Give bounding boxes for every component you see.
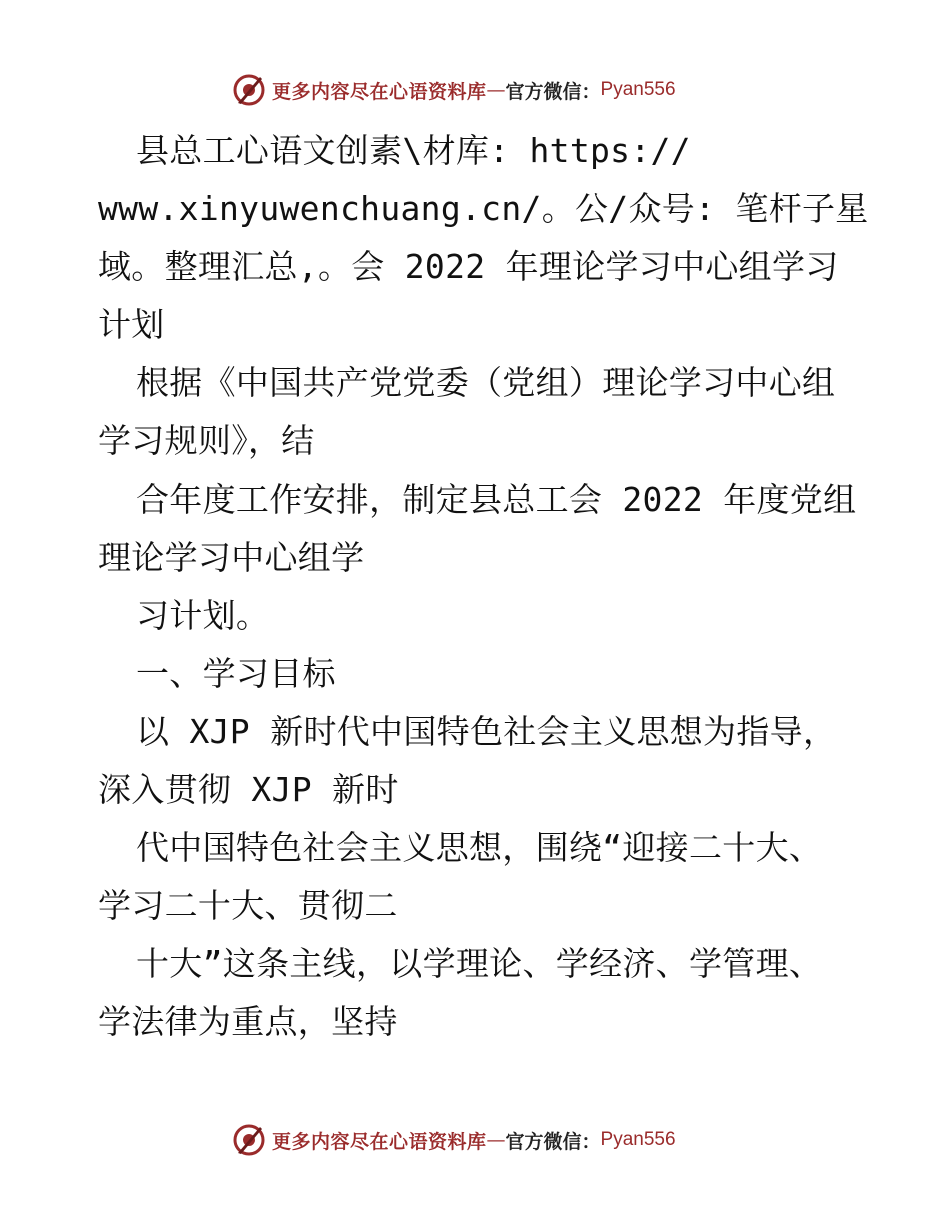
body-line: 域。整理汇总,。会 2022 年理论学习中心组学习 — [98, 247, 839, 287]
body-line: www.xinyuwenchuang.cn/。公/众号: 笔杆子星 — [98, 189, 869, 229]
body-line: 学法律为重点，坚持 — [98, 1002, 398, 1042]
body-line: 十大”这条主线，以学理论、学经济、学管理、 — [136, 944, 823, 984]
body-line: 以 XJP 新时代中国特色社会主义思想为指导， — [136, 711, 837, 751]
banner-wechat-label: 官方微信： — [505, 80, 601, 103]
section-heading: 一、学习目标 — [136, 653, 336, 693]
document-body — [98, 122, 878, 1052]
body-line: 学习二十大、贯彻二 — [98, 886, 398, 926]
body-line: 理论学习中心组学 — [98, 537, 365, 577]
banner-wechat-label: 官方微信： — [505, 1130, 601, 1153]
banner-wechat-id: Pyan556 — [600, 79, 676, 100]
body-line: 深入贯彻 XJP 新时 — [98, 770, 399, 810]
body-line: 根据《中国共产党党委（党组）理论学习中心组 — [136, 363, 836, 403]
footer-banner — [232, 1120, 676, 1160]
body-line: 县总工心语文创素\材库: https:// — [136, 131, 691, 170]
body-line: 合年度工作安排，制定县总工会 2022 年度党组 — [136, 479, 857, 519]
banner-site-name: 更多内容尽在心语资料库 — [272, 1130, 487, 1153]
quill-pen-logo-icon — [232, 73, 266, 107]
body-line: 学习规则》，结 — [98, 421, 315, 461]
quill-pen-logo-icon — [232, 1123, 266, 1157]
banner-dash: — — [486, 79, 506, 101]
header-banner — [232, 70, 676, 110]
banner-site-name: 更多内容尽在心语资料库 — [272, 80, 487, 103]
body-line: 计划 — [98, 305, 165, 345]
body-line: 代中国特色社会主义思想，围绕“迎接二十大、 — [136, 828, 823, 868]
banner-wechat-id: Pyan556 — [600, 1129, 676, 1150]
body-line: 习计划。 — [136, 595, 270, 635]
banner-dash: — — [486, 1129, 506, 1151]
